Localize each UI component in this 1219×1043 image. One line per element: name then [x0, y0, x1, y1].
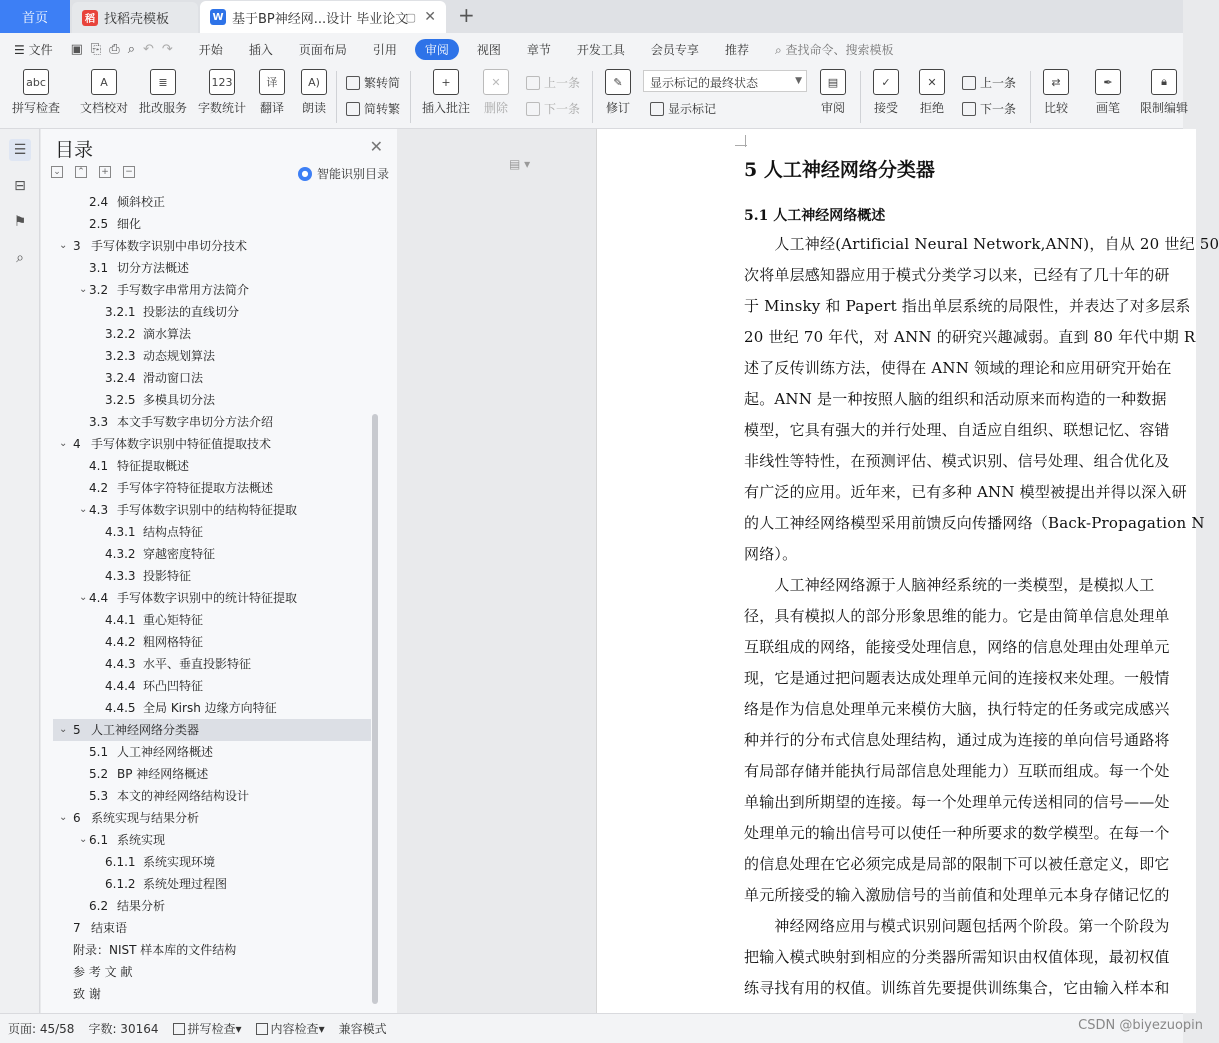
status-spell-check[interactable]: 拼写检查 ▾ [173, 1020, 242, 1037]
smart-toc-icon: ● [298, 167, 312, 181]
toc-item-title: 系统处理过程图 [143, 877, 228, 891]
bookmark-icon[interactable]: ⚑ [13, 214, 27, 230]
heading-2: 5.1 人工神经网络概述 [744, 208, 886, 224]
chevron-down-icon[interactable]: ⌄ [79, 504, 88, 515]
document-page[interactable] [509, 129, 1219, 1013]
wps-writer-icon: W [210, 9, 226, 25]
toc-item-number: 6.1.1 [105, 855, 136, 869]
spell-check-icon [173, 1023, 185, 1035]
toc-item[interactable] [53, 983, 371, 1005]
next-change-button[interactable] [962, 100, 1016, 117]
toc-item-title: 附录：NIST 样本库的文件结构 [73, 943, 237, 957]
toc-item[interactable] [53, 631, 371, 653]
toc-item-number: 4.3 [89, 503, 109, 517]
toc-item-title: 系统实现与结果分析 [91, 811, 200, 825]
menu-bar [0, 33, 1183, 65]
toc-item[interactable] [53, 587, 371, 609]
separator [336, 71, 337, 123]
toc-item[interactable] [53, 807, 371, 829]
tab-daoke[interactable] [72, 2, 198, 33]
chevron-down-icon[interactable]: ⌄ [59, 240, 68, 251]
review-pane-label: 审阅 [820, 101, 845, 115]
reject-label: 拒绝 [919, 101, 944, 115]
text-line: 20 世纪 70 年代，对 ANN 的研究兴趣减弱。直到 80 年代中期 R [744, 328, 1196, 346]
command-search-label: 查找命令、搜索模板 [785, 42, 894, 57]
text-line: 人工神经网络源于人脑神经系统的一类模型，是模拟人工 [744, 576, 1155, 594]
text-line: 单输出到所期望的连接。每一个处理单元传送相同的信号——处 [744, 793, 1170, 811]
toc-item-number: 4.4.2 [105, 635, 136, 649]
toc-item[interactable] [53, 521, 371, 543]
toc-item-title: 结构点特征 [143, 525, 204, 539]
prev-comment-icon [526, 76, 540, 90]
file-menu[interactable] [6, 38, 61, 61]
toc-item-number: 4.4.3 [105, 657, 136, 671]
prev-change-button[interactable] [962, 74, 1016, 91]
toc-item-number: 6.2 [89, 899, 109, 913]
toc-item-title: 投影法的直线切分 [143, 305, 240, 319]
toc-item-number: 4.1 [89, 459, 109, 473]
menu-reference[interactable]: 引用 [372, 42, 397, 57]
menu-chapter[interactable]: 章节 [526, 42, 551, 57]
toc-item-title: 全局 Kirsh 边缘方向特征 [143, 701, 277, 715]
reject-button[interactable] [902, 69, 962, 116]
toc-list [53, 191, 371, 1005]
toc-item-number: 3 [73, 239, 81, 253]
batch-service-label: 批改服务 [138, 101, 187, 115]
text-line: 模型，它具有强大的并行处理、自适应自组织、联想记忆、容错 [744, 421, 1170, 439]
toc-item-number: 3.2.5 [105, 393, 136, 407]
show-markup-button[interactable] [650, 100, 716, 117]
export-icon[interactable]: ⎘ [90, 41, 102, 57]
show-markup-label: 显示标记 [668, 102, 717, 116]
text-line: 现，它是通过把问题表达成处理单元间的连接权来处理。一般情 [744, 669, 1170, 687]
markup-mode-value: 显示标记的最终状态 [650, 76, 759, 90]
translate-label: 翻译 [259, 101, 284, 115]
review-pane-icon: ▤ [820, 69, 846, 95]
toc-item-number: 5.1 [89, 745, 109, 759]
status-spell-label: 拼写检查 [187, 1022, 236, 1036]
toc-item-number: 3.2.4 [105, 371, 136, 385]
file-menu-label: 文件 [28, 42, 53, 57]
toc-item-number: 4.4.5 [105, 701, 136, 715]
toc-item[interactable] [53, 235, 371, 257]
title-bar [0, 0, 1183, 33]
toc-item[interactable] [53, 785, 371, 807]
toc-item-number: 6 [73, 811, 81, 825]
print-icon[interactable]: ⎙ [109, 41, 120, 57]
toc-item-number: 5 [73, 723, 81, 737]
toc-item-title: 手写体字符特征提取方法概述 [117, 481, 274, 495]
toc-item-number: 6.1.2 [105, 877, 136, 891]
word-count-icon: 123 [209, 69, 235, 95]
content-check-icon [256, 1023, 268, 1035]
toc-item-number: 4.3.2 [105, 547, 136, 561]
document-canvas [397, 129, 1219, 1013]
toc-item-number: 4.4 [89, 591, 109, 605]
toc-item[interactable] [53, 961, 371, 983]
spell-check-button[interactable] [6, 69, 66, 116]
expand-up-icon[interactable]: ⌃ [75, 166, 87, 178]
daoke-logo-icon: 稻 [82, 10, 98, 26]
restrict-edit-button[interactable] [1134, 69, 1194, 116]
toc-item-title: 重心矩特征 [143, 613, 204, 627]
toc-item[interactable] [53, 719, 371, 741]
toc-item[interactable] [53, 411, 371, 433]
menu-layout[interactable]: 页面布局 [298, 42, 347, 57]
toc-item-title: BP 神经网络概述 [117, 767, 209, 781]
pen-label: 画笔 [1095, 101, 1120, 115]
text-line: 的信息处理在它必须完成是局部的限制下可以被任意定义，即它 [744, 855, 1170, 873]
chevron-down-icon[interactable]: ⌄ [59, 812, 68, 823]
text-line: 起。ANN 是一种按照人脑的组织和活动原来而构造的一种数据 [744, 390, 1167, 408]
redo-icon[interactable]: ↷ [161, 41, 173, 57]
toc-item-number: 4.4.4 [105, 679, 136, 693]
toc-item-number: 4.2 [89, 481, 109, 495]
toc-item-title: 环凸凹特征 [143, 679, 204, 693]
restrict-edit-label: 限制编辑 [1139, 101, 1188, 115]
text-line: 练寻找有用的权值。训练首先要提供训练集合，它由输入样本和 [744, 979, 1170, 997]
toc-item-title: 穿越密度特征 [143, 547, 216, 561]
toc-item-title: 投影特征 [143, 569, 192, 583]
spell-check-icon: abc [23, 69, 49, 95]
toc-item-title: 系统实现 [117, 833, 166, 847]
menu-start[interactable]: 开始 [198, 42, 223, 57]
pen-button[interactable] [1078, 69, 1138, 116]
chevron-down-icon[interactable]: ⌄ [79, 592, 88, 603]
next-change-icon [962, 102, 976, 116]
next-comment-label: 下一条 [544, 102, 581, 116]
word-count[interactable]: 字数: 30164 [88, 1022, 159, 1036]
toc-item-title: 特征提取概述 [117, 459, 190, 473]
chevron-down-icon[interactable]: ⌄ [79, 834, 88, 845]
remove-level-icon[interactable]: − [123, 166, 135, 178]
comment-icon: + [433, 69, 459, 95]
toc-title: 目录 [55, 139, 94, 161]
doc-proof-icon: A [91, 69, 117, 95]
paragraph-menu-icon[interactable]: ▤ ▾ [509, 157, 531, 171]
toc-item[interactable] [53, 367, 371, 389]
read-aloud-label: 朗读 [301, 101, 326, 115]
page-indicator[interactable]: 页面: 45/58 [8, 1022, 75, 1036]
find-icon[interactable]: ⌕ [16, 250, 24, 266]
toc-item[interactable] [53, 939, 371, 961]
text-line: 网络）。 [744, 545, 798, 563]
toc-item[interactable] [53, 829, 371, 851]
status-content-check[interactable]: 内容检查 ▾ [256, 1020, 325, 1037]
spell-check-label: 拼写检查 [11, 101, 60, 115]
text-line: 非线性等特性，在预测评估、模式识别、信号处理、组合优化及 [744, 452, 1170, 470]
toc-item-number: 3.1 [89, 261, 109, 275]
toc-item[interactable] [53, 917, 371, 939]
toc-panel [41, 129, 397, 1013]
delete-comment-button[interactable] [466, 69, 526, 116]
trad-simp-icon [346, 76, 360, 90]
status-content-label: 内容检查 [270, 1022, 319, 1036]
toc-item-number: 2.5 [89, 217, 109, 231]
trad-to-simp-button[interactable] [346, 74, 400, 91]
toc-item[interactable] [53, 697, 371, 719]
read-aloud-button[interactable] [284, 69, 344, 116]
toc-item-title: 动态规划算法 [143, 349, 216, 363]
toc-item[interactable] [53, 895, 371, 917]
review-pane-button[interactable] [803, 69, 863, 116]
ribbon-review [0, 65, 1188, 129]
compare-icon: ⇄ [1043, 69, 1069, 95]
toc-item-title: 细化 [117, 217, 142, 231]
text-line: 人工神经(Artificial Neural Network,ANN)，自从 20 世纪 50 [744, 235, 1219, 253]
toc-item-title: 结束语 [91, 921, 128, 935]
toc-item-title: 人工神经网络分类器 [91, 723, 200, 737]
toc-item[interactable] [53, 257, 371, 279]
window-mini-icon[interactable]: ▢ [405, 10, 416, 24]
toc-item-number: 4 [73, 437, 81, 451]
text-line: 次将单层感知器应用于模式分类学习以来，已经有了几十年的研 [744, 266, 1170, 284]
toc-item[interactable] [53, 851, 371, 873]
tab-home-label: 首页 [21, 11, 48, 26]
toc-item-title: 本文手写数字串切分方法介绍 [117, 415, 274, 429]
delete-comment-icon: ✕ [483, 69, 509, 95]
menu-insert[interactable]: 插入 [248, 42, 273, 57]
toc-panel-icon[interactable]: ☰ [9, 139, 31, 161]
prev-comment-button[interactable] [526, 74, 580, 91]
next-change-label: 下一条 [980, 102, 1017, 116]
simp-to-trad-button[interactable] [346, 100, 400, 117]
pen-icon: ✒ [1095, 69, 1121, 95]
toc-item-number: 4.4.1 [105, 613, 136, 627]
text-line: 径，具有模拟人的部分形象思维的能力。它是由简单信息处理单 [744, 607, 1170, 625]
text-line: 于 Minsky 和 Papert 指出单层系统的局限性，并表达了对多层系 [744, 297, 1191, 315]
insert-comment-label: 插入批注 [421, 101, 470, 115]
compat-mode: 兼容模式 [338, 1022, 387, 1036]
toc-item-title: 滑动窗口法 [143, 371, 204, 385]
toc-item[interactable] [53, 301, 371, 323]
separator [410, 71, 411, 123]
toc-item-number: 3.2.2 [105, 327, 136, 341]
chevron-down-icon[interactable]: ⌄ [79, 284, 88, 295]
preview-icon[interactable]: ⌕ [127, 41, 135, 57]
compare-button[interactable] [1026, 69, 1086, 116]
simp-to-trad-label: 简转繁 [364, 102, 401, 116]
batch-service-button[interactable] [133, 69, 193, 116]
toc-item-number: 3.2.1 [105, 305, 136, 319]
toc-item[interactable] [53, 499, 371, 521]
track-changes-label: 修订 [605, 101, 630, 115]
toc-item[interactable] [53, 741, 371, 763]
toc-item-number: 2.4 [89, 195, 109, 209]
toc-item-title: 手写体数字识别中的结构特征提取 [117, 503, 298, 517]
chapter-nav-icon[interactable]: ⊟ [14, 178, 26, 194]
toc-item-number: 4.3.1 [105, 525, 136, 539]
search-icon: ⌕ [774, 42, 786, 57]
read-aloud-icon: A) [301, 69, 327, 95]
text-line: 的人工神经网络模型采用前馈反向传播网络（Back-Propagation N [744, 514, 1205, 532]
toc-item-title: 手写体数字识别中特征值提取技术 [91, 437, 272, 451]
text-line: 处理单元的输出信号可以使任一种所要求的数学模型。在每一个 [744, 824, 1170, 842]
tab-daoke-label: 找稻壳模板 [104, 12, 170, 27]
toc-item-title: 参 考 文 献 [73, 965, 133, 979]
toc-item-title: 手写体数字识别中串切分技术 [91, 239, 248, 253]
toc-item-number: 5.2 [89, 767, 109, 781]
toc-item-title: 粗网格特征 [143, 635, 204, 649]
toc-item-title: 多模具切分法 [143, 393, 216, 407]
watermark: CSDN @biyezuopin [1078, 1018, 1203, 1033]
compare-label: 比较 [1043, 101, 1068, 115]
toc-item[interactable] [53, 477, 371, 499]
close-tab-icon[interactable]: ✕ [424, 9, 436, 25]
new-tab-icon[interactable]: + [458, 3, 475, 27]
toc-item[interactable] [53, 543, 371, 565]
menu-devtools[interactable]: 开发工具 [576, 42, 625, 57]
text-line: 神经网络应用与模式识别问题包括两个阶段。第一个阶段为 [744, 917, 1170, 935]
toc-scrollbar-thumb[interactable] [372, 414, 378, 1004]
smart-toc-label: 智能识别目录 [316, 167, 389, 181]
prev-change-icon [962, 76, 976, 90]
tab-document[interactable] [200, 1, 446, 33]
toc-item-title: 系统实现环境 [143, 855, 216, 869]
hamburger-icon: ☰ [14, 42, 29, 57]
save-icon[interactable]: ▣ [70, 41, 83, 57]
reject-icon: ✕ [919, 69, 945, 95]
collapse-all-icon[interactable]: ⌄ [51, 166, 63, 178]
crop-mark [735, 145, 747, 146]
batch-service-icon: ≣ [150, 69, 176, 95]
toc-item[interactable] [53, 675, 371, 697]
restrict-edit-icon: 🔒︎ [1151, 69, 1177, 95]
track-changes-button[interactable] [588, 69, 648, 116]
toc-item[interactable] [53, 345, 371, 367]
word-count-label: 字数统计 [197, 101, 246, 115]
simp-trad-icon [346, 102, 360, 116]
add-level-icon[interactable]: + [99, 166, 111, 178]
text-line: 有广泛的应用。近年来，已有多种 ANN 模型被提出并得以深入研 [744, 483, 1187, 501]
toc-item-title: 致 谢 [73, 987, 101, 1001]
command-search[interactable] [775, 41, 894, 58]
navigation-rail [0, 129, 40, 1013]
text-line: 种并行的分布式信息处理结构，通过成为连接的单向信号通路将 [744, 731, 1170, 749]
prev-change-label: 上一条 [980, 76, 1017, 90]
trad-to-simp-label: 繁转简 [364, 76, 401, 90]
toc-item-title: 滴水算法 [143, 327, 192, 341]
toc-item[interactable] [53, 763, 371, 785]
delete-comment-label: 删除 [483, 101, 508, 115]
text-line: 有局部存储并能执行局部信息处理能力）互联而组成。每一个处 [744, 762, 1170, 780]
toc-item-title: 手写数字串常用方法简介 [117, 283, 250, 297]
status-bar [0, 1013, 1183, 1043]
text-line: 述了反传训练方法，使得在 ANN 领域的理论和应用研究开始在 [744, 359, 1172, 377]
next-comment-button[interactable] [526, 100, 580, 117]
chevron-down-icon: ▼ [795, 76, 802, 86]
toc-item-title: 结果分析 [117, 899, 166, 913]
undo-icon[interactable]: ↶ [142, 41, 154, 57]
accept-icon: ✓ [873, 69, 899, 95]
translate-icon: 译 [259, 69, 285, 95]
toc-item[interactable] [53, 873, 371, 895]
toc-item[interactable] [53, 389, 371, 411]
toc-item-number: 5.3 [89, 789, 109, 803]
toc-item-number: 3.2.3 [105, 349, 136, 363]
text-line: 络是作为信息处理单元来模仿大脑，执行特定的任务或完成感兴 [744, 700, 1170, 718]
menu-recommend[interactable]: 推荐 [724, 42, 749, 57]
toc-item[interactable] [53, 433, 371, 455]
toc-item[interactable] [53, 455, 371, 477]
toc-item-title: 切分方法概述 [117, 261, 190, 275]
toc-item-title: 倾斜校正 [117, 195, 166, 209]
menu-review[interactable]: 审阅 [415, 39, 459, 60]
toc-item-title: 本文的神经网络结构设计 [117, 789, 250, 803]
text-line: 单元所接受的输入激励信号的当前值和处理单元本身存储记忆的 [744, 886, 1170, 904]
prev-comment-label: 上一条 [544, 76, 581, 90]
menu-view[interactable]: 视图 [476, 42, 501, 57]
toc-item-number: 3.3 [89, 415, 109, 429]
menu-member[interactable]: 会员专享 [650, 42, 699, 57]
toc-item[interactable] [53, 323, 371, 345]
close-icon[interactable]: ✕ [369, 137, 383, 156]
track-changes-icon: ✎ [605, 69, 631, 95]
chevron-down-icon[interactable]: ⌄ [59, 724, 68, 735]
show-markup-icon [650, 102, 664, 116]
text-line: 互联组成的网络，能接受处理信息，网络的信息处理由处理单元 [744, 638, 1170, 656]
toc-item-number: 6.1 [89, 833, 109, 847]
toc-item[interactable] [53, 565, 371, 587]
toc-item-title: 水平、垂直投影特征 [143, 657, 252, 671]
next-comment-icon [526, 102, 540, 116]
toc-item[interactable] [53, 609, 371, 631]
accept-label: 接受 [873, 101, 898, 115]
doc-proof-button[interactable] [74, 69, 134, 116]
heading-1: 5 人工神经网络分类器 [744, 159, 935, 181]
toc-item[interactable] [53, 653, 371, 675]
tab-home[interactable] [0, 0, 70, 33]
toc-item-number: 4.3.3 [105, 569, 136, 583]
toc-item-number: 7 [73, 921, 81, 935]
toc-item[interactable] [53, 213, 371, 235]
smart-toc-button[interactable] [298, 165, 389, 182]
chevron-down-icon[interactable]: ⌄ [59, 438, 68, 449]
toc-item[interactable] [53, 191, 371, 213]
doc-proof-label: 文档校对 [79, 101, 128, 115]
tab-document-label: 基于BP神经网...设计 毕业论文 [232, 11, 409, 27]
toc-item[interactable] [53, 279, 371, 301]
toc-item-title: 人工神经网络概述 [117, 745, 214, 759]
toc-item-title: 手写体数字识别中的统计特征提取 [117, 591, 298, 605]
toc-item-number: 3.2 [89, 283, 109, 297]
text-line: 把输入模式映射到相应的分类器所需知识由权值体现，最初权值 [744, 948, 1170, 966]
markup-mode-select[interactable] [643, 70, 807, 92]
